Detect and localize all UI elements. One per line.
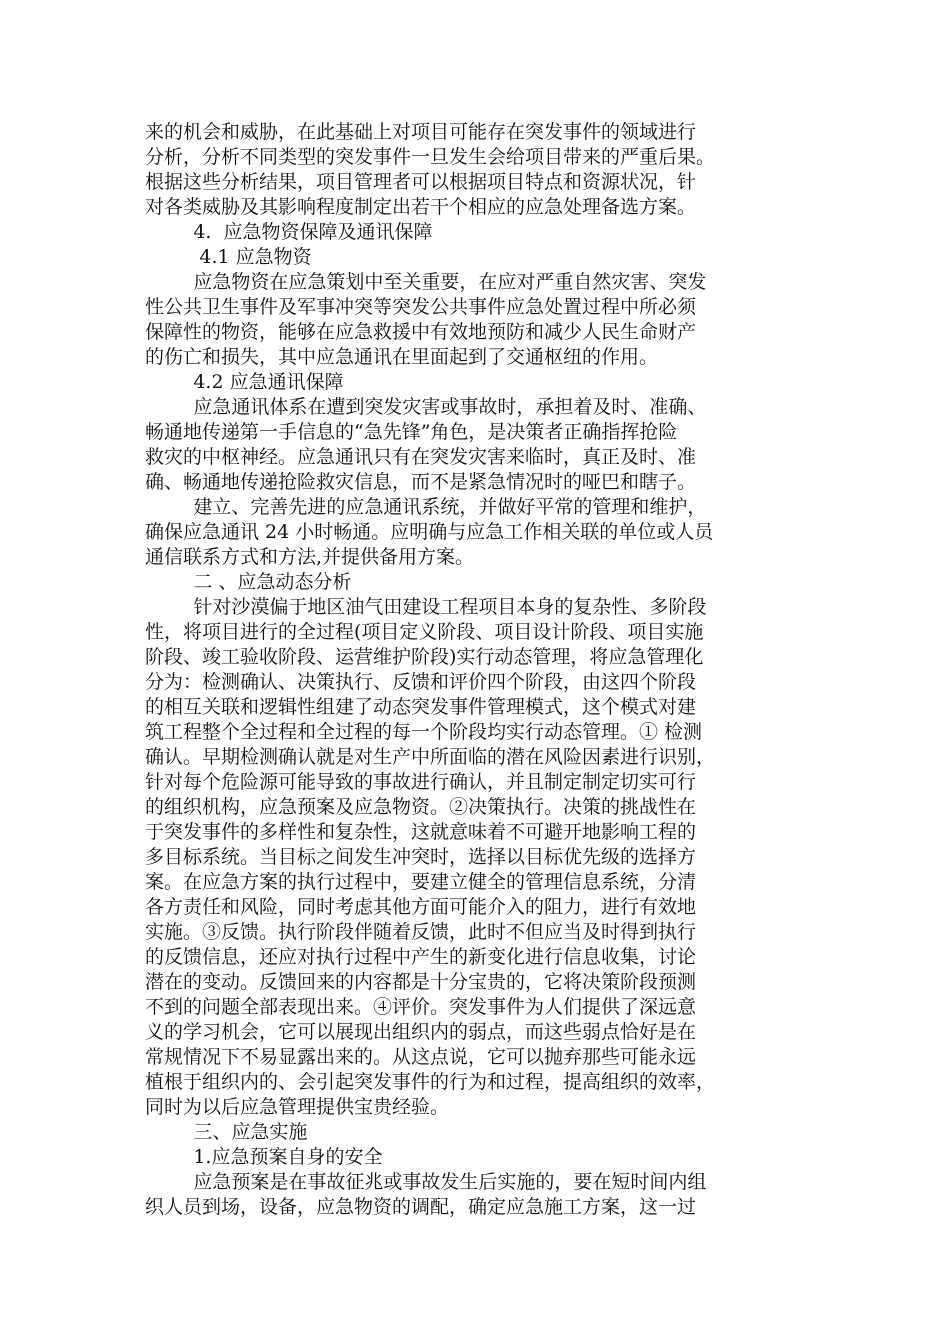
text-line: 来的机会和威胁，在此基础上对项目可能存在突发事件的领域进行	[145, 121, 697, 143]
text-line: 畅通地传递第一手信息的“急先锋”角色，是决策者正确指挥抢险	[145, 421, 678, 443]
text-line: 建立、完善先进的应急通讯系统，并做好平常的管理和维护，	[145, 496, 707, 518]
text-line: 的相互关联和逻辑性组建了动态突发事件管理模式，这个模式对建	[145, 696, 697, 718]
text-line: 通信联系方式和方法,并提供备用方案。	[145, 546, 475, 568]
text-line: 针对每个危险源可能导致的事故进行确认，并且制定制定切实可行	[145, 771, 697, 793]
text-line: 性，将项目进行的全过程(项目定义阶段、项目设计阶段、项目实施	[145, 621, 704, 643]
text-line: 的伤亡和损失，其中应急通讯在里面起到了交通枢纽的作用。	[145, 346, 659, 368]
text-line: 阶段、竣工验收阶段、运营维护阶段)实行动态管理，将应急管理化	[145, 646, 704, 668]
text-line: 分析，分析不同类型的突发事件一旦发生会给项目带来的严重后果。	[145, 146, 716, 168]
text-line: 的组织机构，应急预案及应急物资。②决策执行。决策的挑战性在	[145, 796, 697, 818]
text-line: 植根于组织内的、会引起突发事件的行为和过程，提高组织的效率，	[145, 1071, 716, 1093]
text-line: 二 、应急动态分析	[145, 571, 352, 593]
text-line: 确认。早期检测确认就是对生产中所面临的潜在风险因素进行识别，	[145, 746, 716, 768]
text-line: 实施。③反馈。执行阶段伴随着反馈，此时不但应当及时得到执行	[145, 921, 697, 943]
text-line: 潜在的变动。反馈回来的内容都是十分宝贵的，它将决策阶段预测	[145, 971, 697, 993]
text-line: 1.应急预案自身的安全	[145, 1146, 383, 1168]
text-line: 确保应急通讯 24 小时畅通。应明确与应急工作相关联的单位或人员	[145, 521, 714, 543]
text-line: 性公共卫生事件及军事冲突等突发公共事件应急处置过程中所必须	[145, 296, 697, 318]
text-line: 各方责任和风险，同时考虑其他方面可能介入的阻力，进行有效地	[145, 896, 697, 918]
text-line: 4.1 应急物资	[145, 246, 312, 268]
text-line: 的反馈信息，还应对执行过程中产生的新变化进行信息收集，讨论	[145, 946, 697, 968]
text-line: 应急物资在应急策划中至关重要，在应对严重自然灾害、突发	[145, 271, 707, 293]
text-line: 义的学习机会，它可以展现出组织内的弱点，而这些弱点恰好是在	[145, 1021, 697, 1043]
text-line: 救灾的中枢神经。应急通讯只有在突发灾害来临时，真正及时、准	[145, 446, 697, 468]
text-line: 针对沙漠偏于地区油气田建设工程项目本身的复杂性、多阶段	[145, 596, 707, 618]
text-line: 三、应急实施	[145, 1121, 308, 1143]
text-line: 应急通讯体系在遭到突发灾害或事故时，承担着及时、准确、	[145, 396, 707, 418]
text-line: 筑工程整个全过程和全过程的每一个阶段均实行动态管理。① 检测	[145, 721, 703, 743]
text-line: 保障性的物资，能够在应急救援中有效地预防和减少人民生命财产	[145, 321, 697, 343]
text-line: 4.2 应急通讯保障	[145, 371, 344, 393]
text-line: 根据这些分析结果，项目管理者可以根据项目特点和资源状况，针	[145, 171, 697, 193]
text-line: 于突发事件的多样性和复杂性，这就意味着不可避开地影响工程的	[145, 821, 697, 843]
text-line: 织人员到场，设备，应急物资的调配，确定应急施工方案，这一过	[145, 1196, 697, 1218]
document-body	[145, 120, 810, 1220]
text-line: 应急预案是在事故征兆或事故发生后实施的，要在短时间内组	[145, 1171, 707, 1193]
text-line: 4. 应急物资保障及通讯保障	[145, 221, 433, 243]
text-line: 不到的问题全部表现出来。④评价。突发事件为人们提供了深远意	[145, 996, 697, 1018]
text-line: 分为：检测确认、决策执行、反馈和评价四个阶段，由这四个阶段	[145, 671, 697, 693]
text-line: 同时为以后应急管理提供宝贵经验。	[145, 1096, 450, 1118]
text-line: 对各类威胁及其影响程度制定出若干个相应的应急处理备选方案。	[145, 196, 697, 218]
text-line: 案。在应急方案的执行过程中，要建立健全的管理信息系统，分清	[145, 871, 697, 893]
text-line: 确、畅通地传递抢险救灾信息，而不是紧急情况时的哑巴和瞎子。	[145, 471, 697, 493]
text-line: 多目标系统。当目标之间发生冲突时，选择以目标优先级的选择方	[145, 846, 697, 868]
text-line: 常规情况下不易显露出来的。从这点说，它可以抛弃那些可能永远	[145, 1046, 697, 1068]
